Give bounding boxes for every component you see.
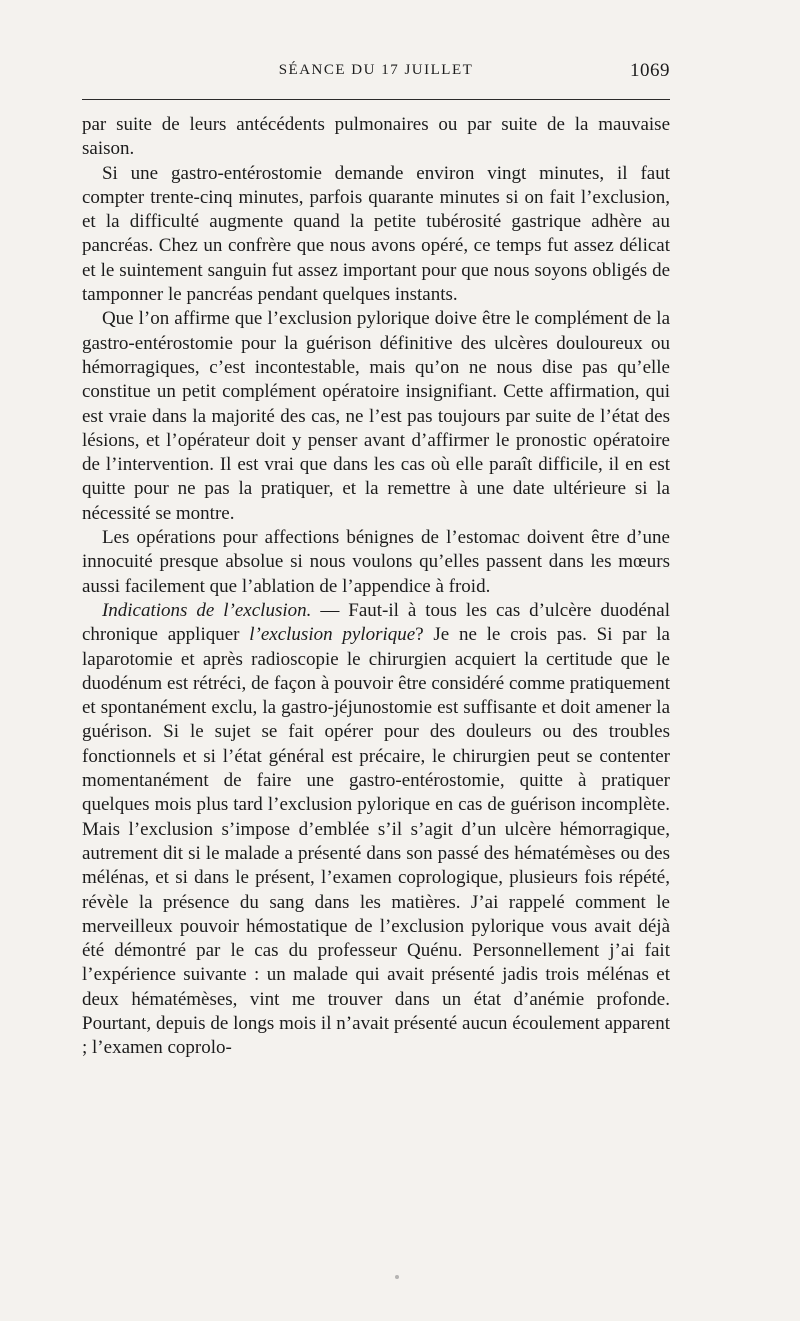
text-run: — Faut-il à tous les cas d’ulcère duodénal chronique appliquer xyxy=(82,599,671,646)
running-head xyxy=(82,60,670,84)
paragraph xyxy=(82,162,670,308)
paragraph xyxy=(82,113,670,162)
text-run: Les opérations pour affections bénignes de l’estomac doivent être d’une innocuité presque absolue si nous voulons qu’elles passent dans les mœurs aussi facilement que l’ablation de l’appendice à froid. xyxy=(82,527,670,597)
text-run: Que l’on affirme que l’exclusion pylorique doive être le complément de la gastro-entérostomie pour la guérison définitive des ulcères douloureux ou hémorragiques, c’est incontestable, mais qu’on ne nous dise pas qu’elle constitue un petit complément opératoire insignifiant. Cette affirmation, qui est vraie dans la majorité des cas, ne l’est pas toujours par suite de l’état des lésions, et l’opérateur doit y penser avant d’affirmer le pronostic opératoire de l’intervention. Il est vrai que dans les cas où elle paraît difficile, il en est quitte pour ne pas la pratiquer, et la remettre à une date ultérieure si la nécessité se montre. xyxy=(82,308,670,524)
italic-text: l’exclusion pylorique xyxy=(249,624,416,646)
page-number: 1069 xyxy=(630,60,670,81)
text-run: par suite de leurs antécédents pulmonaires ou par suite de la mauvaise saison. xyxy=(82,114,670,160)
body-text xyxy=(82,113,670,1061)
italic-text: Indications de l’exclusion. xyxy=(101,599,312,621)
paragraph xyxy=(82,307,670,526)
text-run: Si une gastro-entérostomie demande environ vingt minutes, il faut compter trente-cinq minutes, parfois quarante minutes si on fait l’exclusion, et la difficulté augmente quand la petite tubérosité gastrique adhère au pancréas. Chez un confrère que nous avons opéré, ce temps fut assez délicat et le suintement sanguin fut assez important pour que nous soyons obligés de tamponner le pancréas pendant quelques instants. xyxy=(82,162,670,306)
paragraph xyxy=(82,599,670,1061)
paper-speck xyxy=(395,1275,399,1279)
paragraph xyxy=(82,526,670,599)
text-run: ? Je ne le crois pas. Si par la laparotomie et après radioscopie le chirurgien acquiert la certitude que le duodénum est rétréci, de façon à pouvoir être considéré comme pratiquement et spontanément exclu, la gastro-jéjunostomie est suffisante et doit amener la guérison. Si le sujet se fait opérer pour des douleurs ou des troubles fonctionnels et si l’état général est précaire, le chirurgien peut se contenter momentanément de faire une gastro-entérostomie, quitte à pratiquer quelques mois plus tard l’exclusion pylorique en cas de guérison incomplète. Mais l’exclusion s’impose d’emblée s’il s’agit d’un ulcère hémorragique, autrement dit si le malade a présenté dans son passé des hématémèses ou des mélénas, et si dans le présent, l’examen coprologique, plusieurs fois répété, révèle la présence du sang dans les matières. J’ai rappelé comment le merveilleux pouvoir hémostatique de l’exclusion pylorique vous avait déjà été démontré par le cas du professeur Quénu. Personnellement j’ai fait l’expérience suivante : un malade qui avait présenté jadis trois mélénas et deux hématémèses, vint me trouver dans un état d’anémie profonde. Pourtant, depuis de longs mois il n’avait présenté aucun écoulement apparent ; l’examen coprolo- xyxy=(82,624,670,1059)
running-title: SÉANCE DU 17 JUILLET xyxy=(278,62,474,78)
header-rule xyxy=(82,99,670,100)
